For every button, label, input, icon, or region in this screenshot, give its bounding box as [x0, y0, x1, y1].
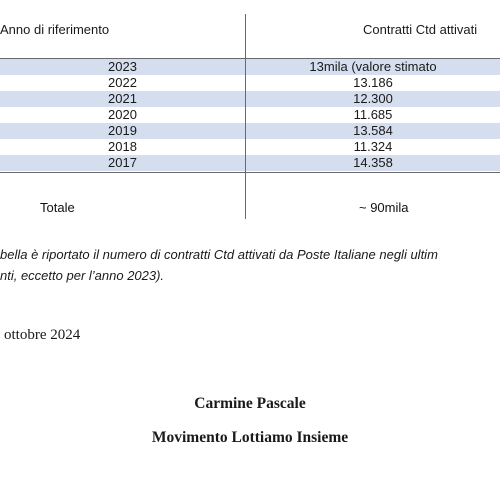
year-cell: 2018	[108, 139, 137, 154]
contracts-cell: 11.324	[353, 139, 393, 154]
note-line-2: nti, eccetto per l’anno 2023).	[0, 268, 165, 283]
document-date: ottobre 2024	[4, 327, 81, 343]
contracts-cell: 12.300	[353, 91, 393, 106]
table-row	[0, 139, 500, 155]
header-year: Anno di riferimento	[0, 22, 110, 37]
total-divider	[0, 172, 500, 173]
year-cell: 2020	[108, 107, 137, 122]
contracts-table	[0, 14, 500, 219]
year-cell: 2021	[108, 91, 137, 106]
table-row	[0, 59, 500, 75]
table-row	[0, 107, 500, 123]
year-cell: 2022	[108, 75, 137, 90]
contracts-cell: 14.358	[353, 155, 393, 170]
column-divider	[245, 14, 246, 219]
signature-organization: Movimento Lottiamo Insieme	[151, 429, 349, 446]
table-row	[0, 75, 500, 91]
contracts-cell: 13.186	[353, 75, 393, 90]
year-cell: 2023	[108, 59, 137, 74]
contracts-cell: 13mila (valore stimato	[309, 59, 437, 74]
total-label: Totale	[40, 200, 75, 215]
table-row	[0, 91, 500, 107]
table-row	[0, 155, 500, 171]
table-row	[0, 123, 500, 139]
year-cell: 2017	[108, 155, 137, 170]
contracts-cell: 11.685	[353, 107, 393, 122]
total-value: ~ 90mila	[359, 200, 409, 215]
year-cell: 2019	[108, 123, 137, 138]
note-line-1: bella è riportato il numero di contratti Ctd attivati da Poste Italiane negli ultim	[0, 247, 438, 262]
contracts-cell: 13.584	[353, 123, 393, 138]
header-contracts: Contratti Ctd attivati	[363, 22, 478, 37]
signature-name: Carmine Pascale	[194, 395, 306, 412]
